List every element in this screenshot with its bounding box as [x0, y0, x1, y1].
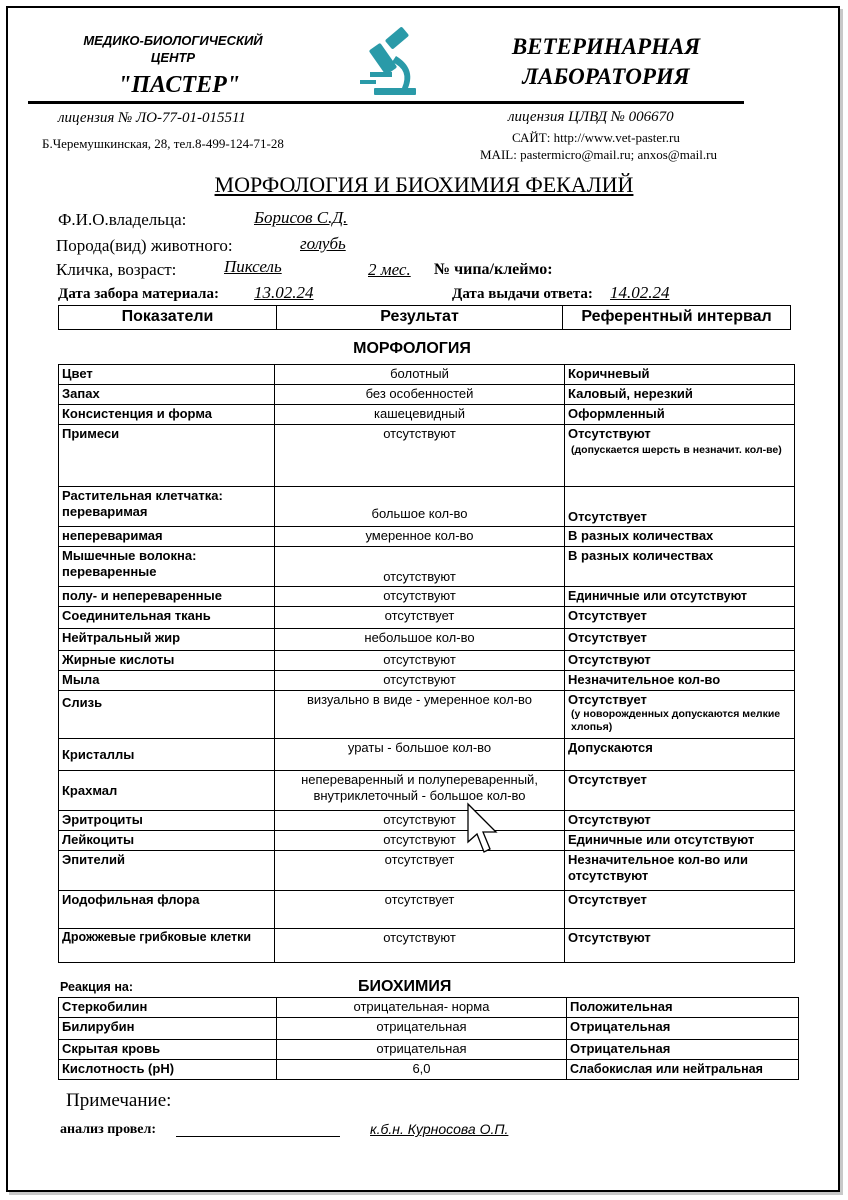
- row-ref: Отсутствуют: [565, 811, 795, 831]
- issue-label: Дата выдачи ответа:: [452, 286, 593, 302]
- row-name: Билирубин: [59, 1018, 277, 1040]
- lab-line1: ВЕТЕРИНАРНАЯ: [511, 34, 701, 59]
- breed-label: Порода(вид) животного:: [56, 236, 233, 255]
- row-ref: Допускаются: [565, 739, 795, 771]
- row-name: Примеси: [59, 425, 275, 487]
- center-line1: МЕДИКО-БИОЛОГИЧЕСКИЙ: [83, 33, 263, 48]
- col-header-result: Результат: [277, 306, 563, 330]
- row-name: Крахмал: [59, 771, 275, 811]
- row-value: кашецевидный: [275, 405, 565, 425]
- issue-value: 14.02.24: [610, 283, 670, 302]
- chip-label: № чипа/клеймо:: [434, 261, 553, 278]
- row-name: Жирные кислоты: [59, 651, 275, 671]
- header-divider: [28, 101, 744, 104]
- row-ref: Незначительное кол-во или отсутствуют: [565, 851, 795, 891]
- row-name-sub: переваренные: [62, 564, 157, 579]
- table-row: [59, 671, 795, 691]
- row-value: большое кол-во: [275, 487, 565, 527]
- table-row: [59, 385, 795, 405]
- row-ref-note: (у новорожденных допускаются мелкие хлопья): [571, 708, 781, 733]
- center-line2: ЦЕНТР: [150, 50, 196, 65]
- row-name: Дрожжевые грибковые клетки: [59, 929, 275, 963]
- collect-label: Дата забора материала:: [58, 286, 219, 302]
- table-row: [59, 998, 799, 1018]
- morphology-heading: МОРФОЛОГИЯ: [353, 340, 471, 357]
- col-header-reference: Референтный интервал: [563, 306, 791, 330]
- center-title: "ПАСТЕР": [118, 72, 241, 98]
- row-ref: Отсутствуют: [565, 651, 795, 671]
- table-row: [59, 831, 795, 851]
- row-value-cell: [275, 771, 565, 811]
- row-name: Скрытая кровь: [59, 1040, 277, 1060]
- table-row: [59, 1040, 799, 1060]
- name-value: Пиксель: [224, 257, 282, 276]
- table-row: [59, 607, 795, 629]
- row-ref: Отсутствует: [565, 487, 795, 527]
- row-ref: Отсутствуют: [568, 426, 651, 441]
- table-row: [59, 487, 795, 527]
- table-row: [59, 811, 795, 831]
- row-name: Запах: [59, 385, 275, 405]
- lab-title-block: [486, 32, 726, 92]
- row-ref: Незначительное кол-во: [565, 671, 795, 691]
- row-value: отсутствуют: [275, 587, 565, 607]
- center-name-block: [60, 32, 286, 66]
- row-value: отсутствуют: [275, 651, 565, 671]
- age-value: 2 мес.: [368, 260, 411, 279]
- row-name: Нейтральный жир: [59, 629, 275, 651]
- row-ref: Отсутствует: [568, 692, 647, 707]
- row-name: Кристаллы: [59, 739, 275, 771]
- table-row: [59, 1060, 799, 1080]
- table-row: [59, 891, 795, 929]
- breed-value: голубь: [300, 234, 346, 253]
- analysis-label: анализ провел:: [60, 1122, 157, 1137]
- row-value: отсутствует: [275, 607, 565, 629]
- table-row: [59, 739, 795, 771]
- table-row: [59, 547, 795, 587]
- row-name: Консистенция и форма: [59, 405, 275, 425]
- lab-line2: ЛАБОРАТОРИЯ: [522, 64, 690, 89]
- biochemistry-heading: БИОХИМИЯ: [358, 978, 452, 995]
- table-row: [59, 629, 795, 651]
- row-ref: Отрицательная: [567, 1018, 799, 1040]
- row-ref: Каловый, нерезкий: [565, 385, 795, 405]
- row-ref: В разных количествах: [565, 527, 795, 547]
- name-label: Кличка, возраст:: [56, 260, 177, 279]
- row-ref: В разных количествах: [565, 547, 795, 587]
- table-row: [59, 771, 795, 811]
- row-ref-cell: [565, 425, 795, 487]
- row-value: отсутствуют: [275, 547, 565, 587]
- row-name: Слизь: [59, 691, 275, 739]
- biochemistry-table: [58, 997, 799, 1080]
- row-name-cell: [59, 547, 275, 587]
- table-row: [59, 527, 795, 547]
- morphology-table: [58, 364, 795, 963]
- row-value: болотный: [275, 365, 565, 385]
- license-left: лицензия № ЛО-77-01-015511: [58, 110, 246, 126]
- row-name: Растительная клетчатка:: [62, 488, 223, 503]
- row-value: отрицательная: [277, 1040, 567, 1060]
- row-ref-note: (допускается шерсть в незначит. кол-ве): [571, 444, 782, 456]
- row-value: ураты - большое кол-во: [275, 739, 565, 771]
- row-name: Мыла: [59, 671, 275, 691]
- site-text: САЙТ: http://www.vet-paster.ru: [512, 130, 680, 145]
- row-ref: Оформленный: [565, 405, 795, 425]
- row-value: визуально в виде - умеренное кол-во: [275, 691, 565, 739]
- row-value: отрицательная- норма: [277, 998, 567, 1018]
- table-row: [59, 587, 795, 607]
- mail-text: MAIL: pastermicro@mail.ru; anxos@mail.ru: [480, 147, 717, 162]
- row-value: отсутствуют: [275, 929, 565, 963]
- row-name: Эпителий: [59, 851, 275, 891]
- row-name: Кислотность (рН): [59, 1060, 277, 1080]
- row-value: отсутствуют: [275, 811, 565, 831]
- mouse-cursor-icon: [466, 802, 500, 865]
- table-row: [59, 425, 795, 487]
- col-header-indicator: Показатели: [59, 306, 277, 330]
- row-name: Стеркобилин: [59, 998, 277, 1018]
- row-ref: Положительная: [567, 998, 799, 1018]
- row-value: отрицательная: [277, 1018, 567, 1040]
- row-value: отсутствуют: [275, 671, 565, 691]
- address: Б.Черемушкинская, 28, тел.8-499-124-71-28: [42, 136, 284, 151]
- license-right: лицензия ЦЛВД № 006670: [508, 109, 674, 125]
- row-ref: Слабокислая или нейтральная: [567, 1060, 799, 1080]
- row-name: Лейкоциты: [59, 831, 275, 851]
- table-row: [59, 1018, 799, 1040]
- row-value: отсутствует: [275, 891, 565, 929]
- row-name: Мышечные волокна:: [62, 548, 197, 563]
- note-label: Примечание:: [66, 1090, 172, 1111]
- table-row: [59, 365, 795, 385]
- row-value-sub: внутриклеточный - большое кол-во: [313, 788, 526, 803]
- row-name: Цвет: [59, 365, 275, 385]
- row-value: отсутствуют: [275, 831, 565, 851]
- row-value: непереваренный и полупереваренный,: [301, 772, 538, 787]
- row-ref: Коричневый: [565, 365, 795, 385]
- collect-value: 13.02.24: [254, 283, 314, 302]
- row-value: умеренное кол-во: [275, 527, 565, 547]
- reaction-label: Реакция на:: [60, 980, 133, 994]
- row-value: небольшое кол-во: [275, 629, 565, 651]
- table-row: [59, 691, 795, 739]
- signature-line: [176, 1136, 340, 1137]
- table-row: [59, 851, 795, 891]
- row-name: Иодофильная флора: [59, 891, 275, 929]
- analyst-name: к.б.н. Курносова О.П.: [370, 1121, 509, 1137]
- row-value: 6,0: [277, 1060, 567, 1080]
- column-header-table: [58, 305, 791, 330]
- row-name: непереваримая: [59, 527, 275, 547]
- row-ref: Отсутствует: [565, 771, 795, 811]
- row-value: отсутствуют: [275, 425, 565, 487]
- row-name-sub: переваримая: [62, 504, 148, 519]
- row-ref-cell: [565, 691, 795, 739]
- row-ref: Отсутствует: [565, 891, 795, 929]
- row-ref: Единичные или отсутствуют: [565, 587, 795, 607]
- row-name: Соединительная ткань: [59, 607, 275, 629]
- row-ref: Отрицательная: [567, 1040, 799, 1060]
- row-ref: Единичные или отсутствуют: [565, 831, 795, 851]
- row-name: Эритроциты: [59, 811, 275, 831]
- owner-value: Борисов С.Д.: [254, 208, 348, 227]
- row-ref: Отсутствует: [565, 629, 795, 651]
- table-row: [59, 929, 795, 963]
- page-title: МОРФОЛОГИЯ И БИОХИМИЯ ФЕКАЛИЙ: [214, 172, 634, 197]
- row-ref: Отсутствуют: [565, 929, 795, 963]
- row-name: полу- и непереваренные: [59, 587, 275, 607]
- owner-label: Ф.И.О.владельца:: [58, 210, 187, 229]
- row-ref: Отсутствует: [565, 607, 795, 629]
- table-row: [59, 405, 795, 425]
- table-row: [59, 651, 795, 671]
- row-value: без особенностей: [275, 385, 565, 405]
- row-name-cell: [59, 487, 275, 527]
- row-value: отсутствует: [275, 851, 565, 891]
- microscope-icon: [352, 24, 428, 105]
